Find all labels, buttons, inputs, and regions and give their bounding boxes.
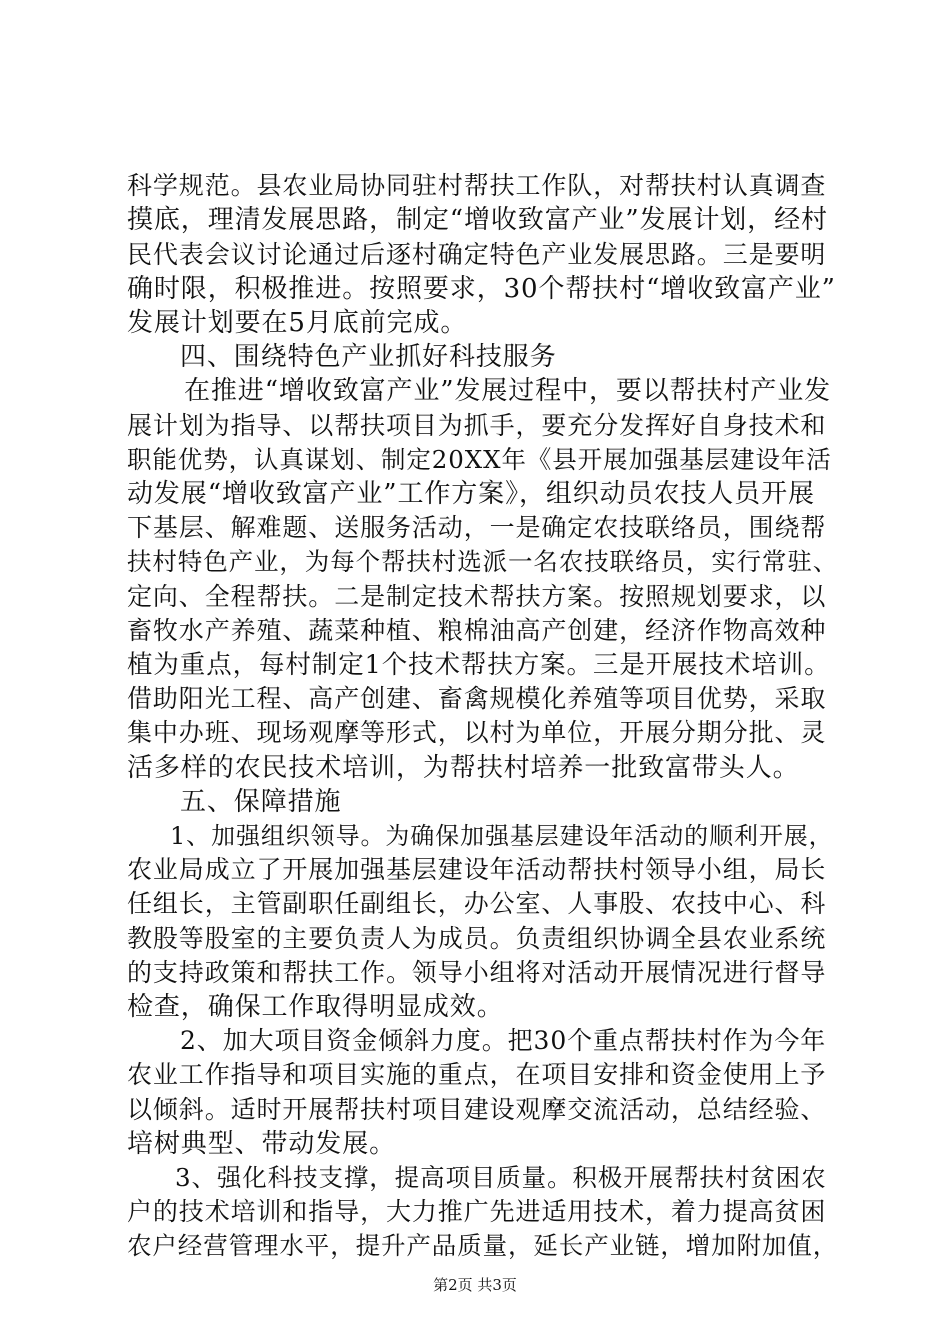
text-line: 职能优势，认真谋划、制定20XX年《县开展加强基层建设年活 xyxy=(127,445,832,474)
text-line: 畜牧水产养殖、蔬菜种植、粮棉油高产创建，经济作物高效种 xyxy=(127,616,827,645)
text-line: 农户经营管理水平，提升产品质量，延长产业链，增加附加值， xyxy=(127,1231,839,1260)
text-line: 发展计划要在5月底前完成。 xyxy=(127,308,468,338)
page-number-footer: 第2页 共3页 xyxy=(433,1276,517,1294)
text-line: 动发展“增收致富产业”工作方案》，组织动员农技人员开展 xyxy=(127,479,815,509)
text-line: 农业工作指导和项目实施的重点，在项目安排和资金使用上予 xyxy=(127,1060,827,1089)
text-line: 植为重点，每村制定1个技术帮扶方案。三是开展技术培训。 xyxy=(127,650,831,680)
text-line: 2、加大项目资金倾斜力度。把30个重点帮扶村作为今年 xyxy=(180,1026,827,1055)
text-line: 任组长，主管副职任副组长，办公室、人事股、农技中心、科 xyxy=(127,889,827,918)
section-heading: 四、围绕特色产业抓好科技服务 xyxy=(180,342,557,372)
text-line: 在推进“增收致富产业”发展过程中，要以帮扶村产业发 xyxy=(184,376,832,406)
text-line: 的支持政策和帮扶工作。领导小组将对活动开展情况进行督导 xyxy=(127,958,827,987)
text-line: 借助阳光工程、高产创建、畜禽规模化养殖等项目优势，采取 xyxy=(127,684,827,713)
text-line: 民代表会议讨论通过后逐村确定特色产业发展思路。三是要明 xyxy=(127,240,827,269)
text-line: 摸底，理清发展思路，制定“增收致富产业”发展计划，经村 xyxy=(127,205,828,235)
text-line: 检查，确保工作取得明显成效。 xyxy=(127,992,504,1022)
text-line: 扶村特色产业，为每个帮扶村选派一名农技联络员，实行常驻、 xyxy=(127,547,839,576)
text-line: 科学规范。县农业局协同驻村帮扶工作队，对帮扶村认真调查 xyxy=(127,171,827,200)
text-line: 1、加强组织领导。为确保加强基层建设年活动的顺利开展， xyxy=(170,822,834,850)
text-line: 确时限，积极推进。按照要求，30个帮扶村“增收致富产业” xyxy=(127,274,836,304)
text-line: 教股等股室的主要负责人为成员。负责组织协调全县农业系统 xyxy=(127,924,827,953)
text-line: 3、强化科技支撑，提高项目质量。积极开展帮扶村贫困农 xyxy=(175,1163,827,1192)
text-line: 农业局成立了开展加强基层建设年活动帮扶村领导小组，局长 xyxy=(127,855,827,884)
section-heading: 五、保障措施 xyxy=(180,787,342,817)
text-line: 培树典型、带动发展。 xyxy=(127,1129,397,1159)
text-line: 展计划为指导、以帮扶项目为抓手，要充分发挥好自身技术和 xyxy=(127,411,827,440)
text-line: 下基层、解难题、送服务活动，一是确定农技联络员，围绕帮 xyxy=(127,513,827,542)
text-line: 户的技术培训和指导，大力推广先进适用技术，着力提高贫困 xyxy=(127,1197,827,1226)
text-line: 以倾斜。适时开展帮扶村项目建设观摩交流活动，总结经验、 xyxy=(127,1095,827,1124)
text-line: 定向、全程帮扶。二是制定技术帮扶方案。按照规划要求，以 xyxy=(127,582,827,611)
text-line: 活多样的农民技术培训，为帮扶村培养一批致富带头人。 xyxy=(127,753,800,783)
text-line: 集中办班、现场观摩等形式，以村为单位，开展分期分批、灵 xyxy=(127,718,827,747)
